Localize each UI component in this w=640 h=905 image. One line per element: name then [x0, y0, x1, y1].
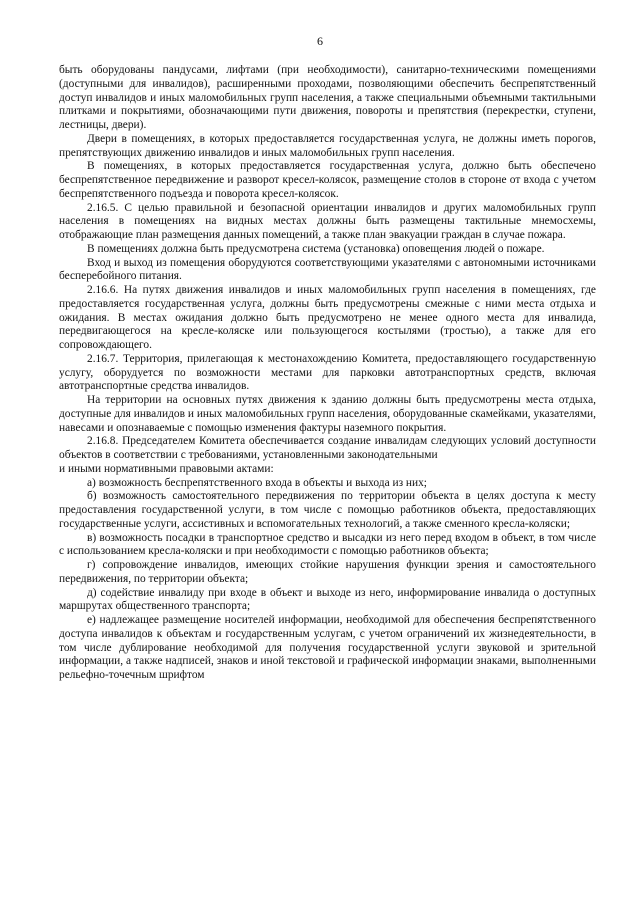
- paragraph-2-16-7: 2.16.7. Территория, прилегающая к местонахождению Комитета, предоставляющего государственную услугу, оборудуется по возможности местами для парковки автотранспортных средств, включая автотранспортные средства инвалидов.: [59, 352, 596, 393]
- paragraph-doors: Двери в помещениях, в которых предоставляется государственная услуга, не должны иметь порогов, препятствующих движению инвалидов и иных маломобильных групп населения.: [59, 132, 596, 159]
- list-item-b: б) возможность самостоятельного передвижения по территории объекта в целях доступа к месту предоставления государственной услуги, в том числе с помощью работников объекта, предоставляющих государственные услуги, ассистивных и вспомогательных технологий, а также сменного кресла-коляски;: [59, 490, 596, 530]
- paragraph-wheelchair-movement: В помещениях, в которых предоставляется государственная услуга, должно быть обеспечено беспрепятственное передвижение и разворот кресел-колясок, размещение столов в стороне от входа с учетом беспрепятственного подъезда и поворота кресел-колясок.: [59, 160, 596, 200]
- paragraph-continuation: быть оборудованы пандусами, лифтами (при необходимости), санитарно-техническими помещениями (доступными для инвалидов), расширенными проходами, позволяющими обеспечить беспрепятственный доступ инвалидов и иных маломобильных групп населения, а также специальными объемными тактильными плитками и покрытиями, обозначающими пути движения, повороты и препятствия (перекрестки, ступени, лестницы, двери).: [59, 64, 596, 131]
- paragraph-2-16-8: 2.16.8. Председателем Комитета обеспечивается создание инвалидам следующих условий доступности объектов в соответствии с требованиями, установленными законодательными: [59, 435, 596, 461]
- paragraph-territory-rest-places: На территории на основных путях движения к зданию должны быть предусмотрены места отдыха, доступные для инвалидов и иных маломобильных групп населения, оборудованные скамейками, указателями, навесами и опознаваемые с помощью изменения фактуры наземного покрытия.: [59, 394, 596, 434]
- list-item-v: в) возможность посадки в транспортное средство и высадки из него перед входом в объект, в том числе с использованием кресла-коляски и при необходимости с помощью работников объекта;: [59, 531, 596, 558]
- list-item-e: е) надлежащее размещение носителей информации, необходимой для обеспечения беспрепятственного доступа инвалидов к объектам и государственным услугам, с учетом ограничений их жизнедеятельности, в том числе дублирование необходимой для получения государственной услуги звуковой и зрительной информации, а также надписей, знаков и иной текстовой и графической информации знаками, выполненными рельефно-точечным шрифтом: [59, 614, 596, 681]
- list-item-a: а) возможность беспрепятственного входа в объекты и выхода из них;: [87, 476, 427, 489]
- paragraph-entrance-signs: Вход и выход из помещения оборудуются соответствующими указателями с автономными источниками бесперебойного питания.: [59, 256, 596, 283]
- list-item-d: д) содействие инвалиду при входе в объект и выходе из него, информирование инвалида о доступных маршрутах общественного транспорта;: [59, 586, 596, 613]
- paragraph-2-16-6: 2.16.6. На путях движения инвалидов и иных маломобильных групп населения в помещениях, где предоставляется государственная услуга, должны быть предусмотрены смежные с ними места отдыха и ожидания. В местах ожидания должно быть предусмотрено не менее одного места для инвалида, передвигающегося на кресле-коляске или пользующегося костылями (тростью), а также для его сопровождающего.: [59, 284, 596, 351]
- list-item-g: г) сопровождение инвалидов, имеющих стойкие нарушения функции зрения и самостоятельного передвижения, по территории объекта;: [59, 559, 596, 585]
- page-number: 6: [317, 34, 323, 48]
- paragraph-2-16-8-continuation: и иными нормативными правовыми актами:: [59, 462, 274, 475]
- paragraph-fire-alarm: В помещениях должна быть предусмотрена система (установка) оповещения людей о пожаре.: [87, 242, 545, 255]
- document-body: [59, 64, 596, 683]
- paragraph-2-16-5: 2.16.5. С целью правильной и безопасной ориентации инвалидов и других маломобильных групп населения в помещениях на видных местах должны быть размещены тактильные мнемосхемы, отображающие план размещения данных помещений, а также план эвакуации граждан в случае пожара.: [59, 201, 596, 241]
